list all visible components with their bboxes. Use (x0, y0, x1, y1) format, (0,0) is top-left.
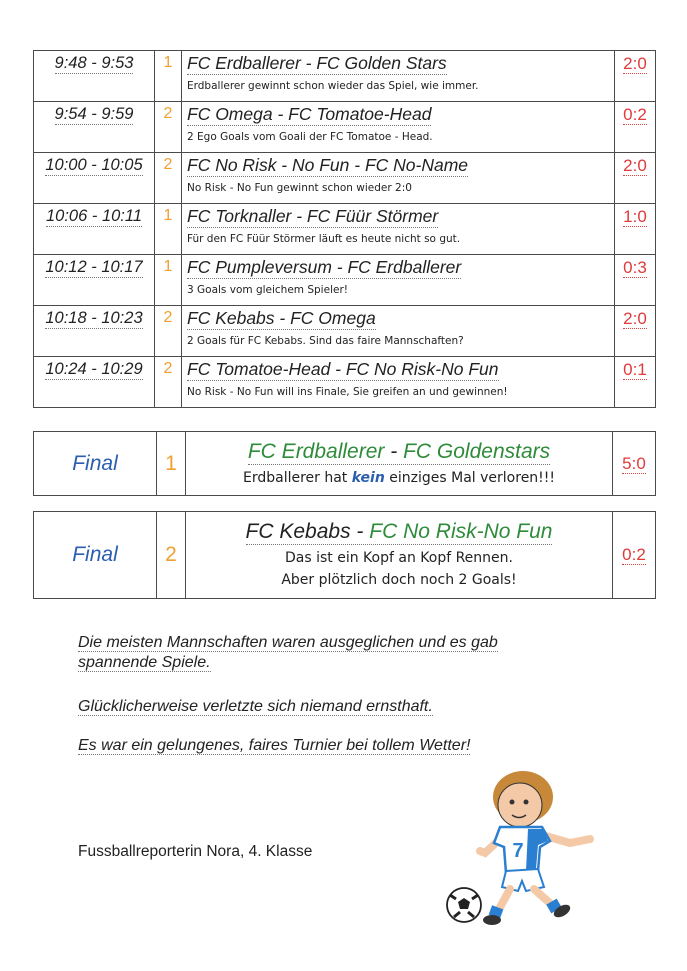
schedule-row (34, 204, 656, 255)
match-cell (182, 51, 615, 102)
final-2-note: Das ist ein Kopf an Kopf Rennen. Aber plötzlich doch noch 2 Goals! (281, 550, 517, 588)
field-number: 1 (155, 255, 182, 306)
final-1-match: FC Erdballerer - FC Goldenstars (247, 439, 551, 463)
schedule-row (34, 357, 656, 408)
field-number: 2 (155, 357, 182, 408)
final-2-game (186, 512, 613, 599)
match-cell (182, 204, 615, 255)
reporter-credit: Fussballreporterin Nora, 4. Klasse (78, 843, 313, 860)
match-cell (182, 255, 615, 306)
match-title: FC Omega - FC Tomatoe-Head (187, 104, 432, 124)
match-time: 10:18 - 10:23 (34, 306, 155, 357)
field-number: 2 (155, 102, 182, 153)
match-time: 10:00 - 10:05 (34, 153, 155, 204)
final-2-field: 2 (157, 512, 186, 599)
match-time: 10:24 - 10:29 (34, 357, 155, 408)
final-1-field: 1 (157, 432, 186, 496)
match-note: 3 Goals vom gleichem Spieler! (187, 284, 348, 296)
schedule-row (34, 255, 656, 306)
match-time: 10:06 - 10:11 (34, 204, 155, 255)
soccer-player-illustration (440, 765, 610, 935)
match-note: 2 Goals für FC Kebabs. Sind das faire Mannschaften? (187, 335, 464, 347)
match-cell (182, 357, 615, 408)
match-title: FC No Risk - No Fun - FC No-Name (187, 155, 469, 175)
summary-line-2: Glücklicherweise verletzte sich niemand ernsthaft. (78, 698, 433, 715)
soccer-ball-icon (447, 888, 481, 922)
final-1-label: Final (34, 432, 157, 496)
match-title: FC Kebabs - FC Omega (187, 308, 376, 328)
schedule-table (33, 50, 656, 408)
jersey-number: 7 (512, 840, 524, 862)
match-score: 0:1 (615, 357, 656, 408)
match-note: Erdballerer gewinnt schon wieder das Spiel, wie immer. (187, 80, 479, 92)
field-number: 2 (155, 153, 182, 204)
match-note: No Risk - No Fun gewinnt schon wieder 2:0 (187, 182, 412, 194)
field-number: 1 (155, 51, 182, 102)
match-time: 9:48 - 9:53 (34, 51, 155, 102)
schedule-row (34, 306, 656, 357)
match-score: 0:2 (615, 102, 656, 153)
final-2-score: 0:2 (613, 512, 656, 599)
match-score: 2:0 (615, 306, 656, 357)
final-2-label: Final (34, 512, 157, 599)
match-note: No Risk - No Fun will ins Finale, Sie greifen an und gewinnen! (187, 386, 508, 398)
match-note: 2 Ego Goals vom Goali der FC Tomatoe - Head. (187, 131, 433, 143)
match-score: 1:0 (615, 204, 656, 255)
match-time: 10:12 - 10:17 (34, 255, 155, 306)
final-1-score: 5:0 (613, 432, 656, 496)
match-score: 0:3 (615, 255, 656, 306)
final-1-game (186, 432, 613, 496)
match-title: FC Tomatoe-Head - FC No Risk-No Fun (187, 359, 499, 379)
match-cell (182, 306, 615, 357)
summary-line-3: Es war ein gelungenes, faires Turnier bei tollem Wetter! (78, 737, 471, 754)
match-note: Für den FC Füür Störmer läuft es heute nicht so gut. (187, 233, 461, 245)
match-score: 2:0 (615, 153, 656, 204)
final-1-table (33, 431, 656, 496)
match-title: FC Torknaller - FC Füür Störmer (187, 206, 439, 226)
schedule-row (34, 51, 656, 102)
match-cell (182, 153, 615, 204)
match-title: FC Pumpleversum - FC Erdballerer (187, 257, 462, 277)
final-2-match: FC Kebabs - FC No Risk-No Fun (245, 520, 553, 543)
match-time: 9:54 - 9:59 (34, 102, 155, 153)
match-cell (182, 102, 615, 153)
field-number: 2 (155, 306, 182, 357)
final-2-table (33, 511, 656, 599)
final-1-note: Erdballerer hat kein einziges Mal verloren!!! (242, 469, 556, 486)
summary-line-1: Die meisten Mannschaften waren ausgeglichen und es gab spannende Spiele. (78, 634, 498, 671)
schedule-row (34, 102, 656, 153)
match-score: 2:0 (615, 51, 656, 102)
match-title: FC Erdballerer - FC Golden Stars (187, 53, 447, 73)
schedule-row (34, 153, 656, 204)
field-number: 1 (155, 204, 182, 255)
